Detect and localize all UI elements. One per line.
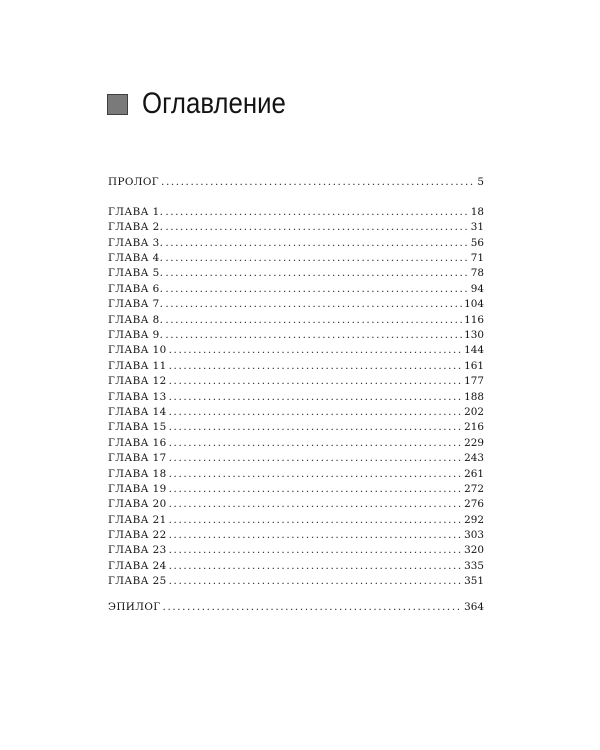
page-title: Оглавление (142, 87, 286, 120)
toc-entry-label: ГЛАВА 19 (108, 482, 167, 495)
toc-entry-label: ГЛАВА 3. (108, 236, 164, 249)
toc-entry-page: 18 (470, 205, 484, 218)
toc-entry-label: ГЛАВА 1. (108, 205, 164, 218)
dot-leader (169, 390, 463, 405)
toc-entry-page: 261 (464, 467, 484, 480)
toc-entry-label: ГЛАВА 25 (108, 575, 167, 588)
toc-entry-chapter[interactable] (108, 528, 484, 543)
dot-leader (169, 528, 463, 543)
dot-leader (169, 405, 463, 420)
toc-entry-chapter[interactable] (108, 220, 484, 235)
toc-entry-label: ЭПИЛОГ (108, 600, 161, 613)
dot-leader (169, 513, 463, 528)
toc-entry-page: 94 (470, 282, 484, 295)
toc-entry-page: 320 (464, 544, 484, 557)
dot-leader (169, 451, 463, 466)
dot-leader (169, 497, 463, 512)
toc-entry-chapter[interactable] (108, 236, 484, 251)
toc-entry-chapter[interactable] (108, 390, 484, 405)
toc-entry-chapter[interactable] (108, 467, 484, 482)
toc-entry-label: ГЛАВА 23 (108, 544, 167, 557)
toc-entry-page: 216 (464, 421, 484, 434)
dot-leader (169, 343, 463, 358)
toc-entry-label: ГЛАВА 14 (108, 405, 167, 418)
toc-entry-page: 78 (470, 267, 484, 280)
toc-entry-chapter[interactable] (108, 482, 484, 497)
toc-entry-label: ГЛАВА 24 (108, 559, 167, 572)
toc-entry-chapter[interactable] (108, 251, 484, 266)
toc-entry-page: 116 (464, 313, 484, 326)
toc-entry-label: ГЛАВА 21 (108, 513, 167, 526)
dot-leader (165, 266, 468, 281)
toc-entry-chapter[interactable] (108, 313, 484, 328)
toc-entry-label: ГЛАВА 15 (108, 421, 167, 434)
toc-entry-page: 71 (470, 252, 484, 265)
toc-entry-label: ГЛАВА 5. (108, 267, 164, 280)
toc-entry-chapter[interactable] (108, 374, 484, 389)
dot-leader (165, 220, 468, 235)
dot-leader (165, 313, 462, 328)
dot-leader (161, 175, 475, 190)
toc-entry-page: 144 (464, 344, 484, 357)
dot-leader (165, 251, 468, 266)
toc-entry-prologue[interactable] (108, 175, 484, 190)
toc-entry-label: ГЛАВА 8. (108, 313, 164, 326)
toc-entry-page: 303 (464, 529, 484, 542)
dot-leader (169, 482, 463, 497)
toc-entry-label: ГЛАВА 16 (108, 436, 167, 449)
toc-entry-chapter[interactable] (108, 543, 484, 558)
dot-leader (165, 282, 468, 297)
toc-entry-page: 272 (464, 482, 484, 495)
toc-entry-page: 104 (464, 298, 484, 311)
toc-entry-label: ГЛАВА 18 (108, 467, 167, 480)
dot-leader (169, 374, 463, 389)
toc-entry-label: ГЛАВА 20 (108, 498, 167, 511)
gray-square-icon (107, 94, 128, 115)
toc-entry-page: 188 (464, 390, 484, 403)
toc-entry-page: 202 (464, 405, 484, 418)
toc-entry-label: ГЛАВА 10 (108, 344, 167, 357)
toc-entry-chapter[interactable] (108, 405, 484, 420)
toc-entry-page: 292 (464, 513, 484, 526)
toc-entry-chapter[interactable] (108, 343, 484, 358)
toc-entry-page: 5 (477, 176, 484, 188)
toc-entry-label: ГЛАВА 22 (108, 529, 167, 542)
table-of-contents (108, 175, 484, 615)
toc-entry-label: ГЛАВА 6. (108, 282, 164, 295)
toc-entry-page: 31 (470, 221, 484, 234)
dot-leader (169, 543, 463, 558)
toc-entry-chapter[interactable] (108, 282, 484, 297)
toc-entry-chapter[interactable] (108, 420, 484, 435)
dot-leader (165, 297, 462, 312)
toc-entry-page: 177 (464, 375, 484, 388)
dot-leader (165, 205, 468, 220)
toc-entry-page: 130 (464, 329, 484, 342)
toc-entry-chapter[interactable] (108, 574, 484, 589)
toc-entry-page: 335 (464, 559, 484, 572)
dot-leader (163, 600, 463, 615)
toc-entry-page: 243 (464, 452, 484, 465)
toc-entry-epilogue[interactable] (108, 600, 484, 615)
page-header (107, 84, 309, 124)
toc-entry-label: ГЛАВА 7. (108, 298, 164, 311)
toc-entry-page: 276 (464, 498, 484, 511)
dot-leader (169, 467, 463, 482)
toc-entry-label: ГЛАВА 17 (108, 452, 167, 465)
toc-entry-label: ГЛАВА 2. (108, 221, 164, 234)
toc-entry-page: 56 (470, 236, 484, 249)
chapter-list (108, 205, 484, 590)
toc-entry-page: 351 (464, 575, 484, 588)
toc-entry-label: ПРОЛОГ (108, 176, 160, 188)
toc-entry-label: ГЛАВА 11 (108, 359, 167, 372)
dot-leader (165, 236, 468, 251)
toc-entry-chapter[interactable] (108, 205, 484, 220)
toc-entry-label: ГЛАВА 12 (108, 375, 167, 388)
toc-entry-chapter[interactable] (108, 328, 484, 343)
toc-entry-page: 364 (464, 600, 484, 613)
toc-entry-chapter[interactable] (108, 497, 484, 512)
toc-entry-label: ГЛАВА 9. (108, 329, 164, 342)
toc-entry-chapter[interactable] (108, 266, 484, 281)
toc-entry-page: 229 (464, 436, 484, 449)
dot-leader (169, 359, 463, 374)
dot-leader (169, 420, 463, 435)
dot-leader (169, 436, 463, 451)
toc-entry-chapter[interactable] (108, 297, 484, 312)
toc-entry-chapter[interactable] (108, 451, 484, 466)
dot-leader (169, 559, 463, 574)
toc-entry-chapter[interactable] (108, 513, 484, 528)
dot-leader (169, 574, 463, 589)
dot-leader (165, 328, 462, 343)
toc-entry-label: ГЛАВА 13 (108, 390, 167, 403)
toc-entry-chapter[interactable] (108, 359, 484, 374)
toc-entry-chapter[interactable] (108, 559, 484, 574)
toc-entry-chapter[interactable] (108, 436, 484, 451)
toc-entry-page: 161 (464, 359, 484, 372)
toc-entry-label: ГЛАВА 4. (108, 252, 164, 265)
